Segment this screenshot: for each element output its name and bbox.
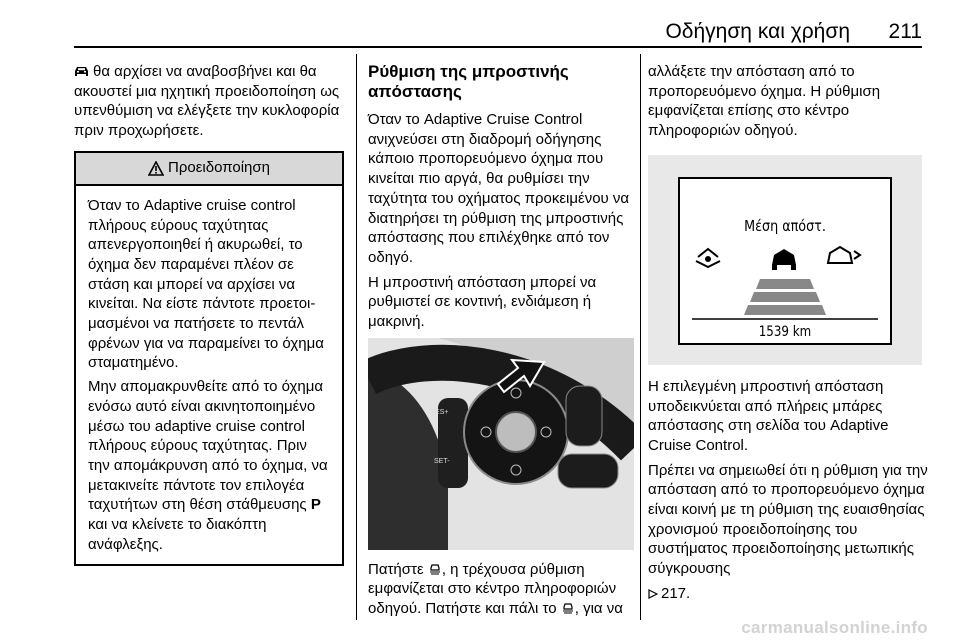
warning-text: Μην απομακρυνθείτε από το όχημα ενόσω αυτό είναι ακινητοποιημένο μέσω του adaptive cruise control πλήρους εύρους ταχύτητας. Πριν την απομάκρυνση από το όχημα, να μετακινείτε πάντοτε τον επιλογέα ταχυτήτων στη θέση στάθμευσης — [88, 378, 328, 514]
paragraph-2: Η επιλεγμένη μπροστινή απόσταση υποδεικνύεται από πλήρεις μπάρες απόστασης στη σελίδα του Adaptive Cruise Control. — [648, 377, 889, 454]
warning-box — [74, 151, 344, 567]
warning-header — [76, 153, 342, 186]
paragraph-3-end: , για να — [574, 600, 623, 618]
lead-car-icon — [696, 249, 720, 267]
reference-arrow-icon — [648, 589, 658, 599]
display-title: Μέση απόστ. — [744, 216, 826, 235]
distance-graphic — [678, 243, 892, 333]
display-screen — [678, 177, 892, 345]
intro-paragraph — [74, 62, 344, 141]
warning-paragraph-1: Όταν το Adaptive cruise control πλήρους εύρους ταχύτητας απενεργοποιηθεί ή ακυρωθεί, το όχημα δεν παραμένει πλέον σε στάση και μπορεί να αρχίσει να κινείται. Να είστε πάντοτε προετοιμασμένοι να πατήσετε το πεντάλ φρένων για να παραμείνει το όχημα σταματημένο. — [88, 196, 324, 372]
gear-position-label: P — [310, 496, 321, 514]
paragraph-2: Η μπροστινή απόσταση μπορεί να ρυθμιστεί σε κοντινή, ενδιάμεση ή μακρινή. — [368, 273, 597, 331]
header-title: Οδήγηση και χρήση — [665, 20, 850, 43]
car-front-icon — [74, 66, 89, 77]
warning-body — [76, 186, 342, 565]
set-button-label: SET- — [434, 457, 450, 465]
res-button-label: RES+ — [430, 408, 449, 416]
paragraph-3-middle: , η τρέχουσα ρύθμιση εμφανίζεται στο κέντρο πληροφοριών οδηγού. Πατήστε και πάλι το — [368, 560, 617, 618]
cross-reference — [648, 584, 928, 604]
paragraph-3: Πρέπει να σημειωθεί ότι η ρύθμιση για την απόσταση από το προπορευόμενο όχημα είναι κοινή με τη ρύθμιση της ευαισθησίας χρονισμού προειδοποίησης του συστήματος προειδοποίησης μετωπικής σύγκρουσης — [648, 461, 928, 578]
column-3 — [648, 62, 928, 609]
intro-text: θα αρχίσει να αναβοσβήνει και θα ακουστεί μια ηχητική προειδοποίηση ως υπενθύμιση να ελέγξετε την κυκλοφορία πριν προχωρήσετε. — [74, 63, 340, 140]
paragraph-3-start: Πατήστε — [368, 560, 428, 578]
column-divider-1 — [356, 54, 357, 620]
warning-text-end: και να κλείνετε το διακόπτη ανάφλεξης. — [88, 516, 267, 553]
collision-warning-icon — [828, 247, 860, 263]
following-car-icon — [772, 249, 796, 270]
column-divider-2 — [640, 54, 641, 620]
paragraph-3 — [368, 560, 634, 619]
driver-info-display-figure — [648, 155, 922, 365]
following-distance-icon — [428, 562, 442, 576]
steering-wheel-controls-figure — [368, 338, 634, 550]
warning-triangle-icon — [148, 161, 164, 176]
section-heading: Ρύθμιση της μπροστινής απόστασης — [368, 62, 569, 101]
warning-paragraph-2 — [88, 377, 330, 554]
column-2 — [368, 62, 634, 624]
column-1 — [74, 62, 344, 566]
page-header — [0, 0, 960, 48]
page-reference[interactable]: 217. — [661, 584, 691, 602]
warning-title: Προειδοποίηση — [168, 159, 270, 177]
paragraph-1: Όταν το Adaptive Cruise Control ανιχνεύσει στη διαδρομή οδήγησης κάποιο προπορευόμενο όχημα που κινείται πιο αργά, θα ρυθμίσει την ταχύτητα του οχήματος προκειμένου να διατηρήσει τη ρύθμιση της μπροστινής απόστασης που επιλέχθηκε από τον οδηγό. — [368, 111, 630, 266]
page-number: 211 — [888, 20, 922, 43]
header-divider — [74, 46, 922, 48]
steering-wheel-illustration — [368, 338, 634, 550]
odometer-readout: 1539 km — [758, 323, 812, 340]
following-distance-icon — [561, 601, 575, 615]
watermark-text: carmanualsonline.info — [741, 618, 928, 637]
paragraph-continued: αλλάξετε την απόσταση από το προπορευόμενο όχημα. Η ρύθμιση εμφανίζεται επίσης στο κέντρο πληροφοριών οδηγού. — [648, 63, 881, 140]
